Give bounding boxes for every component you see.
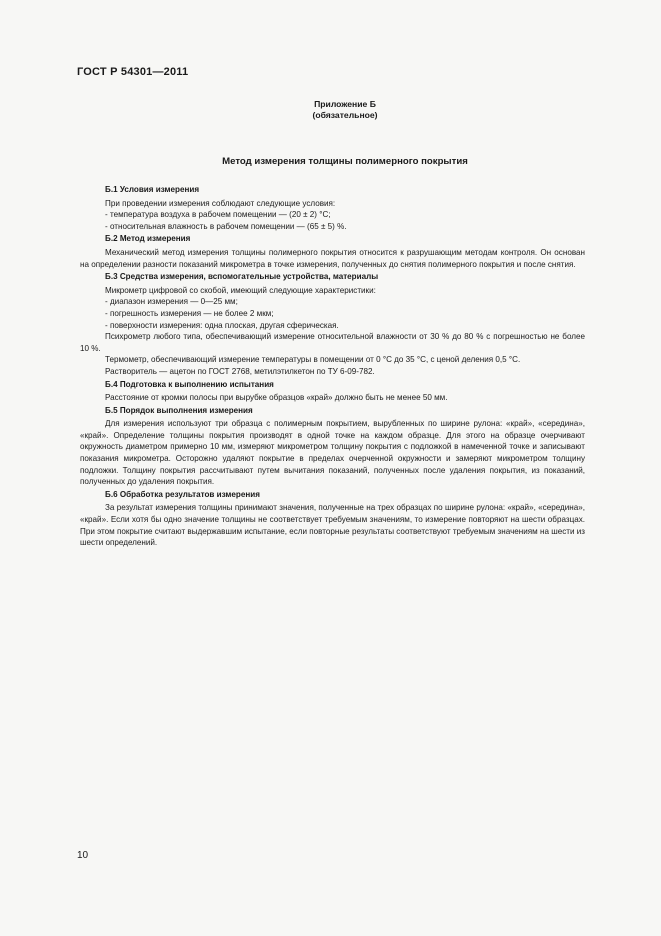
b4-text: Расстояние от кромки полосы при вырубке образцов «край» должно быть не менее 50 мм. bbox=[105, 393, 448, 403]
appendix-status: (обязательное) bbox=[312, 110, 378, 120]
page-number: 10 bbox=[77, 850, 89, 861]
b3-thermometer: Термометр, обеспечивающий измерение температуры в помещении от 0 °С до 35 °С, с ценой деления 0,5 °С. bbox=[105, 355, 521, 365]
b3-solvent: Растворитель — ацетон по ГОСТ 2768, метилэтилкетон по ТУ 6-09-782. bbox=[105, 366, 375, 376]
heading-b2: Б.2 Метод измерения bbox=[105, 234, 191, 244]
heading-b6: Б.6 Обработка результатов измерения bbox=[105, 489, 260, 499]
b5-text: Для измерения используют три образца с полимерным покрытием, вырубленных по ширине рулона: «край», «середина», «край». Определение толщины покрытия производят в одной точке на каждом образце. Для этого на образце очерчивают окружность диаметром примерно 10 мм, измеряют микрометром толщину покрытия с подложкой в намеченной точке и записывают показания микрометра. Осторожно удаляют покрытие в пределах очерченной окружности и замеряют микрометром толщину подложки. Толщину покрытия рассчитывают путем вычитания показаний, полученных после удаления покрытия, из показаний, полученных до удаления покрытия. bbox=[80, 419, 585, 487]
b3-psychrometer: Психрометр любого типа, обеспечивающий измерение относительной влажности от 30 % до 80 % с погрешностью не более 10 %. bbox=[80, 332, 585, 353]
heading-b5: Б.5 Порядок выполнения измерения bbox=[105, 405, 253, 415]
heading-b4: Б.4 Подготовка к выполнению испытания bbox=[105, 379, 274, 389]
appendix-title: Приложение Б bbox=[314, 99, 376, 109]
heading-b1: Б.1 Условия измерения bbox=[105, 185, 200, 194]
b3-item: - диапазон измерения — 0—25 мм; bbox=[105, 296, 585, 308]
b1-item: - температура воздуха в рабочем помещении — (20 ± 2) °С; bbox=[105, 209, 585, 221]
b1-item: - относительная влажность в рабочем помещении — (65 ± 5) %. bbox=[105, 221, 585, 233]
document-code: ГОСТ Р 54301—2011 bbox=[77, 66, 189, 78]
b3-intro: Микрометр цифровой со скобой, имеющий следующие характеристики: bbox=[105, 285, 376, 295]
b3-item: - поверхности измерения: одна плоская, другая сферическая. bbox=[105, 320, 585, 332]
b1-intro: При проведении измерения соблюдают следующие условия: bbox=[105, 198, 336, 208]
document-body bbox=[80, 183, 585, 549]
section-title: Метод измерения толщины полимерного покрытия bbox=[222, 156, 468, 167]
appendix-label bbox=[200, 99, 490, 121]
b2-text: Механический метод измерения толщины полимерного покрытия относится к разрушающим методам контроля. Он основан на определении разности показаний микрометра в точке измерения, полученных до снятия полимерного покрытия и после снятия. bbox=[80, 247, 585, 269]
b6-text: За результат измерения толщины принимают значения, полученные на трех образцах по ширине рулона: «край», «середина», «край». Если хотя бы одно значение толщины не соответствует требуемым значениям, то измерение повторяют на шести образцах. При этом покрытие считают выдержавшим испытание, если повторные результаты соответствуют требуемым значениям на шести из шести определений. bbox=[80, 503, 585, 548]
heading-b3: Б.3 Средства измерения, вспомогательные устройства, материалы bbox=[105, 272, 379, 282]
b3-item: - погрешность измерения — не более 2 мкм; bbox=[105, 308, 585, 320]
